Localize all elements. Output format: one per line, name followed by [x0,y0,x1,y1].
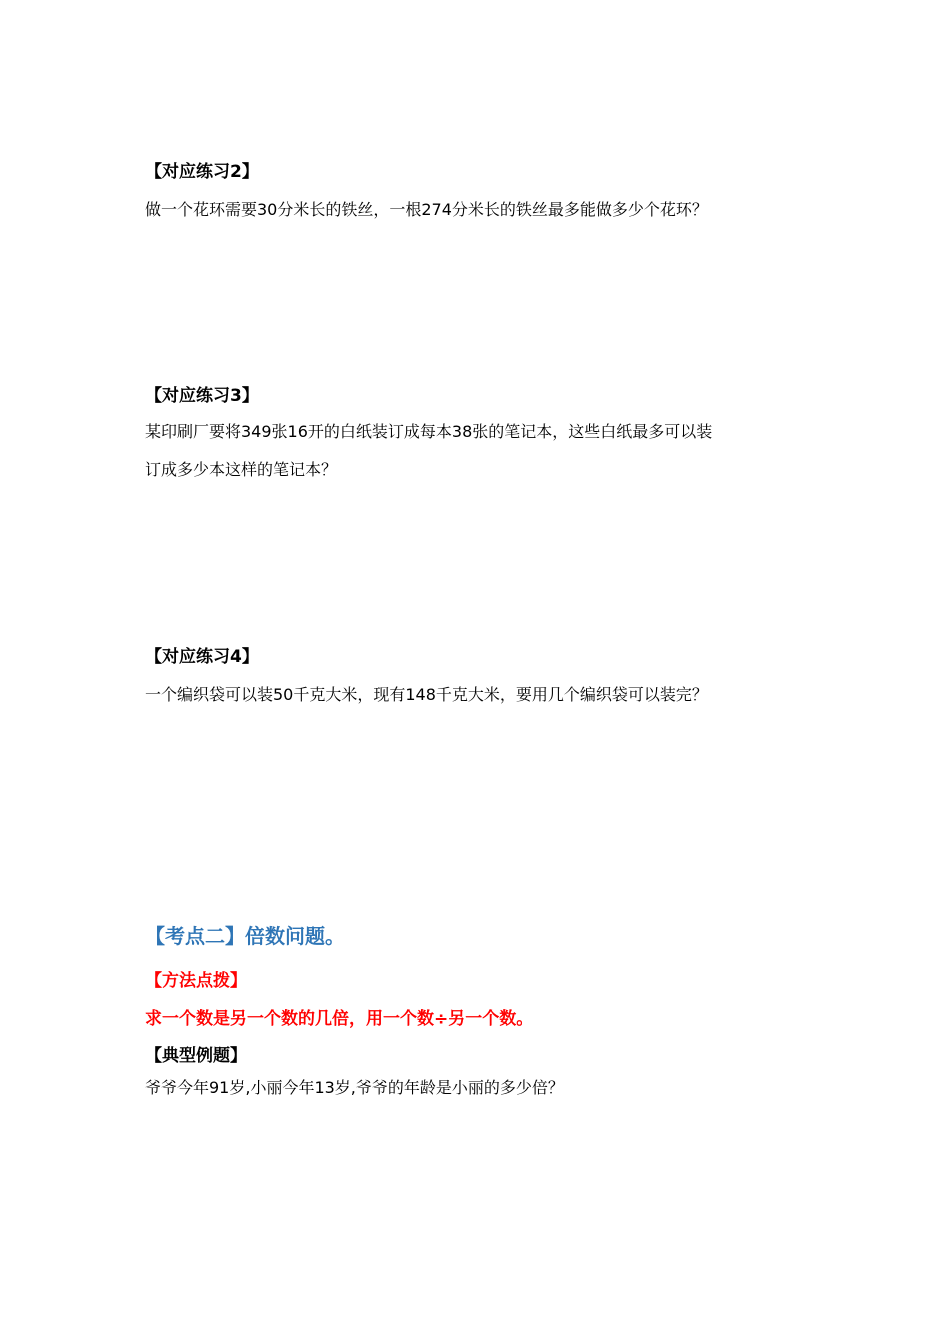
exercise-question-line-2: 订成多少本这样的笔记本？ [145,460,338,479]
method-heading: 【方法点拨】 [145,971,247,991]
exercise-question: 做一个花环需要30分米长的铁丝，一根274分米长的铁丝最多能做多少个花环？ [145,200,708,219]
example-question: 爷爷今年91岁,小丽今年13岁,爷爷的年龄是小丽的多少倍？ [145,1078,564,1097]
exercise-2 [145,160,815,229]
exercise-heading: 【对应练习4】 [145,647,259,667]
exercise-heading: 【对应练习3】 [145,386,259,406]
exercise-3 [145,384,815,489]
method-text: 求一个数是另一个数的几倍，用一个数÷另一个数。 [145,1009,534,1029]
exercise-heading: 【对应练习2】 [145,162,259,182]
exercise-4 [145,645,815,714]
exercise-question: 一个编织袋可以装50千克大米，现有148千克大米，要用几个编织袋可以装完？ [145,685,708,704]
topic-title: 【考点二】倍数问题。 [145,924,345,948]
exercise-question-line-1: 某印刷厂要将349张16开的白纸装订成每本38张的笔记本，这些白纸最多可以装 [145,422,713,441]
topic-section [145,922,815,1107]
example-heading: 【典型例题】 [145,1046,247,1066]
